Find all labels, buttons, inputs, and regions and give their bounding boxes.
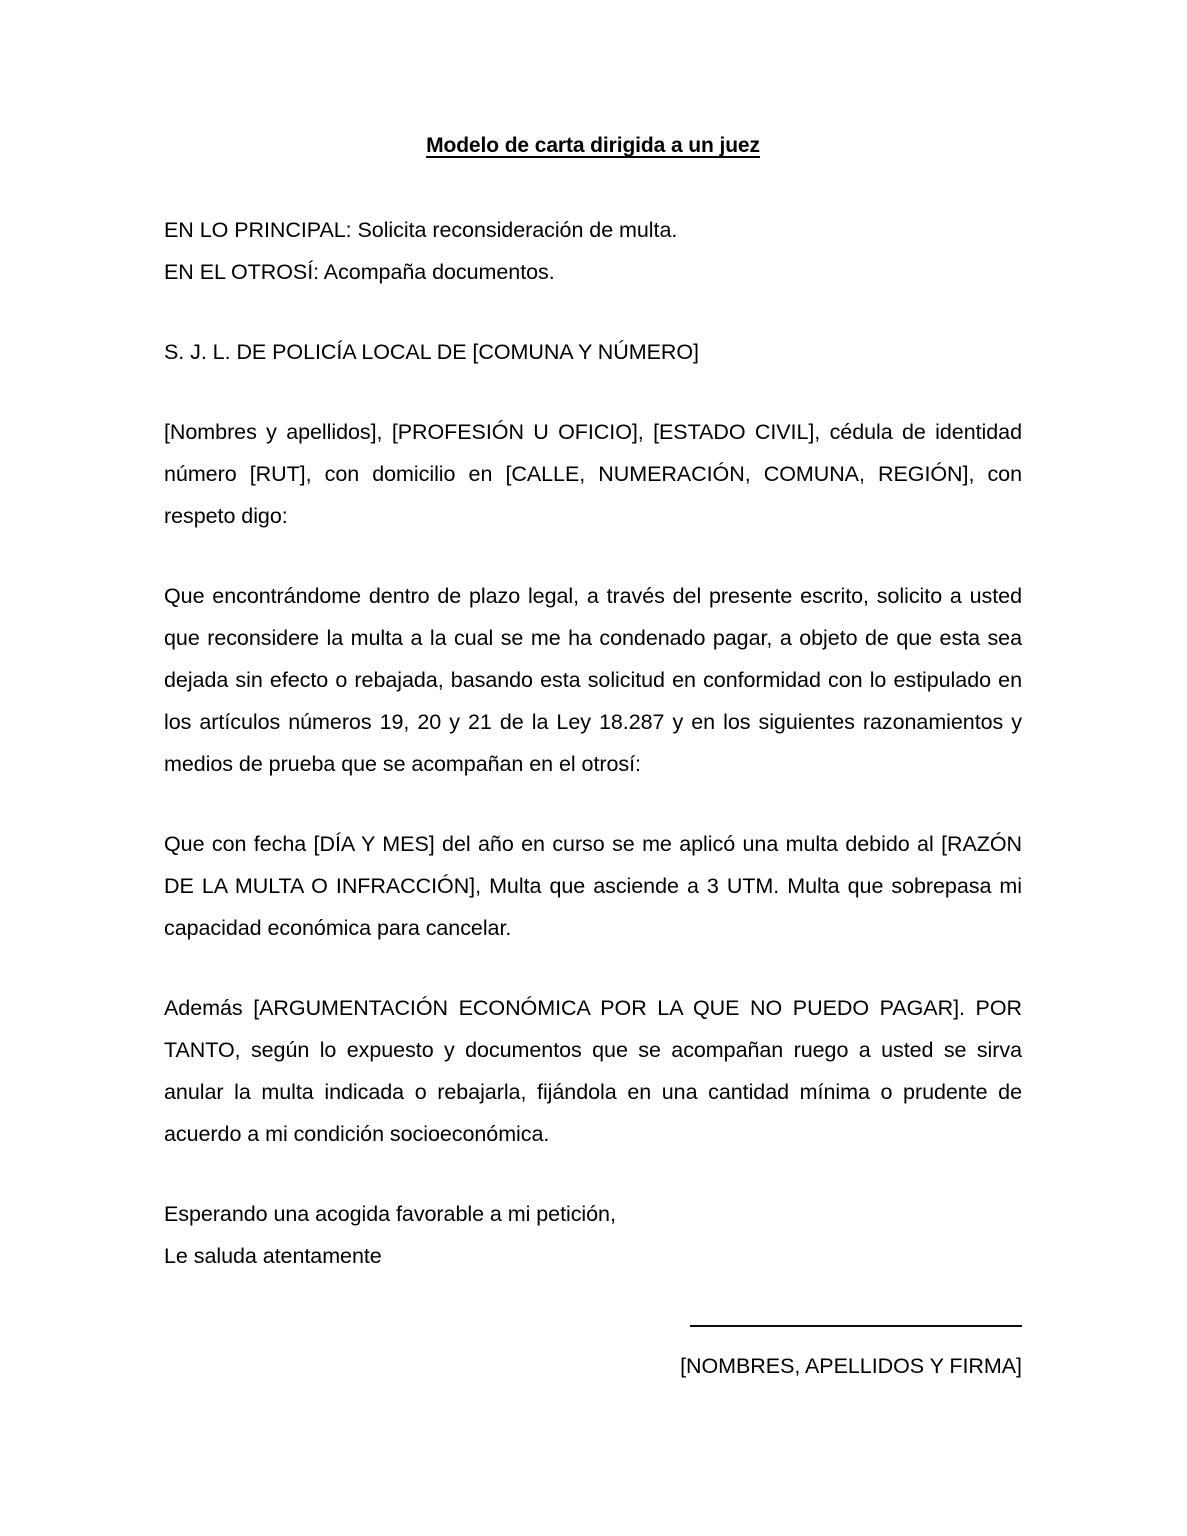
subject-line-otrosi: EN EL OTROSÍ: Acompaña documentos. (164, 260, 555, 284)
paragraph-argument: Además [ARGUMENTACIÓN ECONÓMICA POR LA QUE NO PUEDO PAGAR]. POR TANTO, según lo expuesto y documentos que se acompañan ruego a usted se sirva anular la multa indicada o rebajarla, fijándola en una cantidad mínima o prudente de acuerdo a mi condición socioeconómica. (164, 996, 1022, 1146)
paragraph-request: Que encontrándome dentro de plazo legal, a través del presente escrito, solicito a usted que reconsidere la multa a la cual se me ha condenado pagar, a objeto de que esta sea dejada sin efecto o rebajada, basando esta solicitud en conformidad con lo estipulado en los artículos números 19, 20 y 21 de la Ley 18.287 y en los siguientes razonamientos y medios de prueba que se acompañan en el otrosí: (164, 584, 1022, 776)
page-title: Modelo de carta dirigida a un juez (426, 134, 760, 157)
closing-line-salutation: Le saluda atentamente (164, 1244, 382, 1268)
signature-block (164, 1325, 1022, 1387)
addressee-line: S. J. L. DE POLICÍA LOCAL DE [COMUNA Y NÚMERO] (164, 340, 699, 364)
signature-caption: [NOMBRES, APELLIDOS Y FIRMA] (680, 1354, 1022, 1378)
paragraph-facts: Que con fecha [DÍA Y MES] del año en curso se me aplicó una multa debido al [RAZÓN DE LA MULTA O INFRACCIÓN], Multa que asciende a 3 UTM. Multa que sobrepasa mi capacidad económica para cancelar. (164, 832, 1022, 940)
signature-line (690, 1325, 1022, 1327)
paragraph-identification: [Nombres y apellidos], [PROFESIÓN U OFICIO], [ESTADO CIVIL], cédula de identidad número [RUT], con domicilio en [CALLE, NUMERACIÓN, COMUNA, REGIÓN], con respeto digo: (164, 420, 1022, 528)
subject-line-principal: EN LO PRINCIPAL: Solicita reconsideración de multa. (164, 218, 678, 242)
document-body (164, 0, 1022, 1387)
closing-line-expectation: Esperando una acogida favorable a mi petición, (164, 1202, 616, 1226)
